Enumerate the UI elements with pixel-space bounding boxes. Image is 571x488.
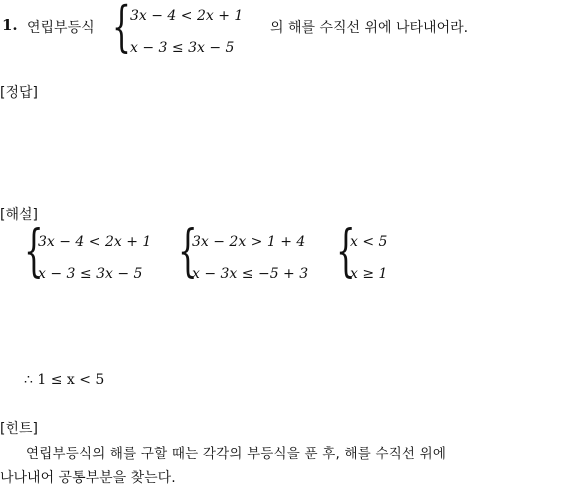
- hint-line2: 나나내어 공통부분을 찾는다.: [0, 470, 176, 486]
- left-brace-icon: {: [336, 219, 356, 284]
- problem-eq2: x − 3 ≤ 3x − 5: [130, 40, 235, 56]
- solution-system-1: [24, 219, 174, 290]
- solution-sys1-line2: x − 3 ≤ 3x − 5: [38, 266, 143, 282]
- solution-sys3-line2: x ≥ 1: [350, 266, 388, 282]
- left-brace-icon: {: [24, 219, 44, 284]
- problem-prefix: 연립부등식: [27, 20, 95, 36]
- solution-sys2-line2: x − 3x ≤ −5 + 3: [192, 266, 309, 282]
- solution-sys1-line1: 3x − 4 < 2x + 1: [38, 234, 152, 250]
- solution-conclusion: ∴ 1 ≤ x < 5: [24, 372, 105, 388]
- solution-sys3-line1: x < 5: [350, 234, 388, 250]
- solution-label: [해설]: [0, 207, 38, 223]
- left-brace-icon: {: [112, 0, 131, 58]
- problem-number: 1.: [2, 16, 18, 34]
- answer-label: [정답]: [0, 85, 38, 101]
- left-brace-icon: {: [178, 219, 198, 284]
- solution-system-3: [336, 219, 416, 290]
- hint-line1: 연립부등식의 해를 구할 때는 각각의 부등식을 푼 후, 해를 수직선 위에: [26, 446, 447, 462]
- solution-sys2-line1: 3x − 2x > 1 + 4: [192, 234, 306, 250]
- solution-system-2: [178, 219, 328, 290]
- hint-label: [힌트]: [0, 421, 38, 437]
- problem-system: [112, 2, 262, 62]
- problem-eq1: 3x − 4 < 2x + 1: [130, 8, 244, 24]
- problem-suffix: 의 해를 수직선 위에 나타내어라.: [270, 20, 469, 36]
